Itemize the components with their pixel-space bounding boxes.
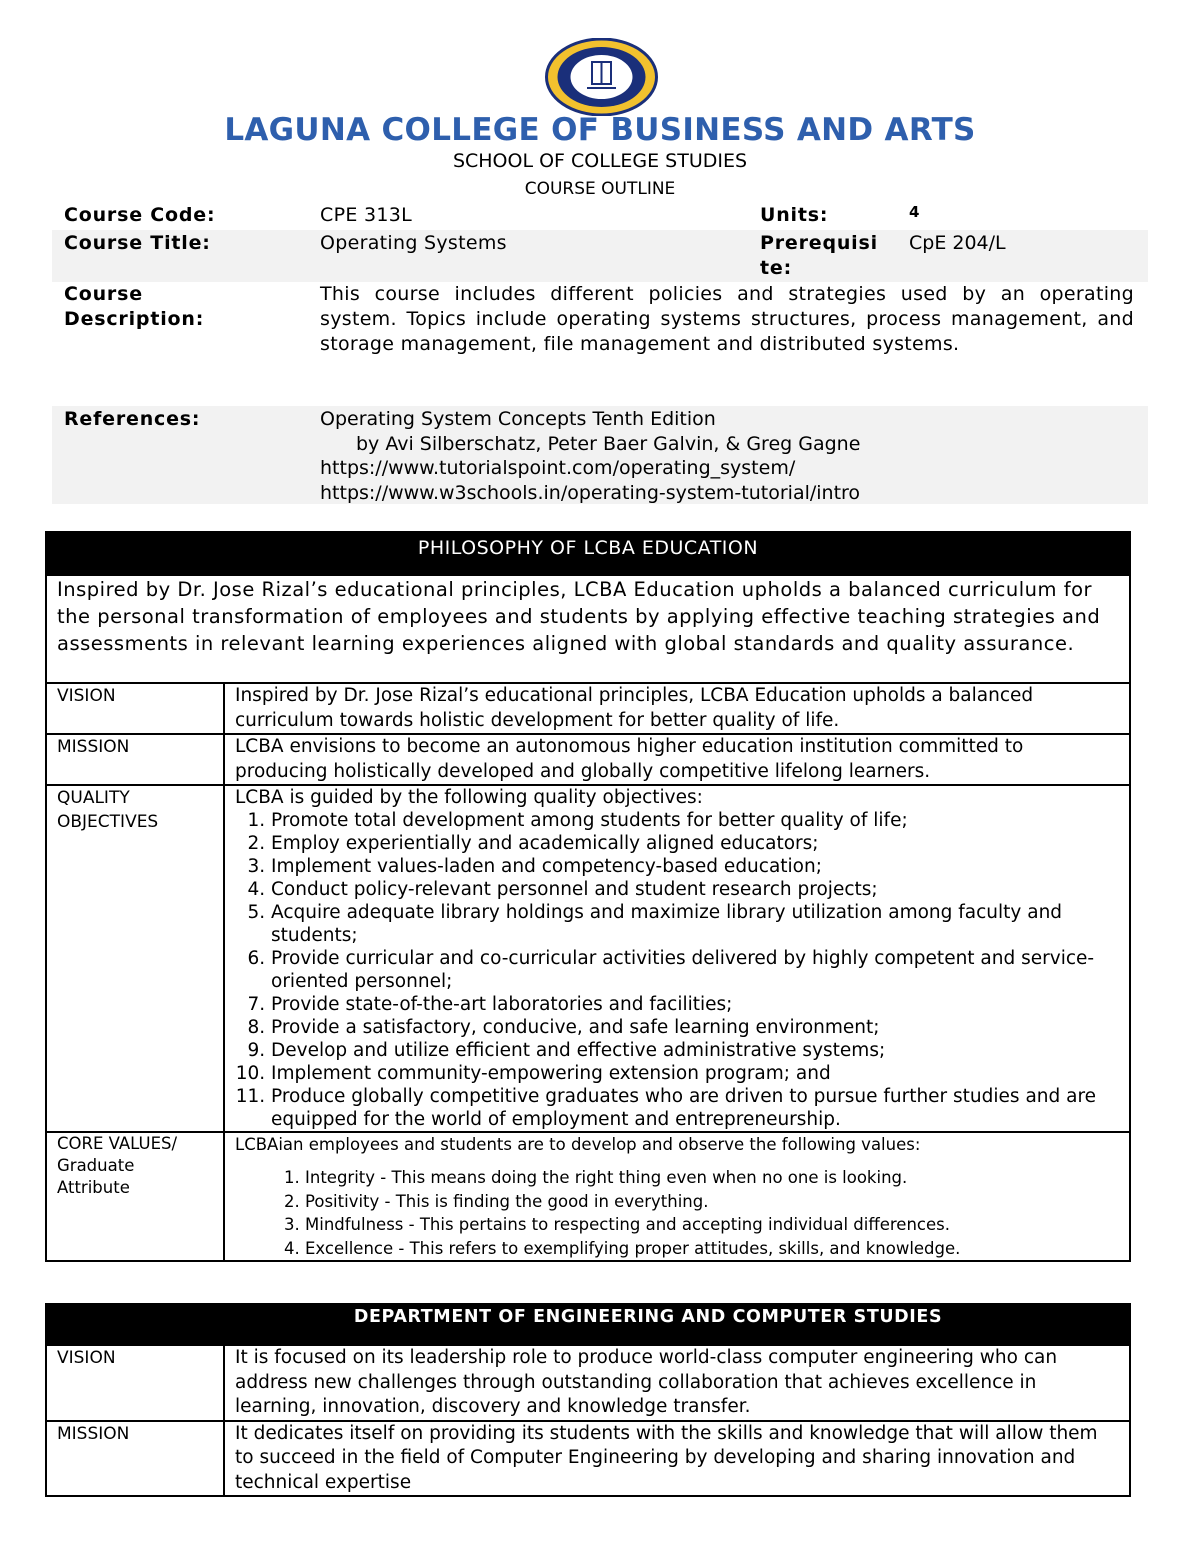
list-item: 9. Develop and utilize efficient and effective administrative systems; — [271, 1039, 1119, 1062]
school-subtitle: SCHOOL OF COLLEGE STUDIES — [452, 150, 748, 172]
dept-vision-text: It is focused on its leadership role to produce world-class computer engineering who can address new challenges through outstanding collaboration that achieves excellence in learning, innovation, discovery and knowledge transfer. — [224, 1345, 1130, 1421]
course-title-value: Operating Systems — [320, 232, 507, 254]
course-description-row — [52, 282, 1148, 406]
reference-item: by Avi Silberschatz, Peter Baer Galvin, & Greg Gagne — [356, 432, 861, 455]
mission-label: MISSION — [46, 734, 224, 785]
department-table — [45, 1303, 1131, 1497]
philosophy-text: Inspired by Dr. Jose Rizal’s educational principles, LCBA Education upholds a balanced curriculum for the personal transformation of employees and students by applying effective teaching strategies and assessments in relevant learning experiences aligned with global standards and quality assurance. — [46, 575, 1130, 683]
list-item: 4. Conduct policy-relevant personnel and student research projects; — [271, 878, 1119, 901]
references-label: References: — [64, 408, 201, 430]
dept-mission-label: MISSION — [46, 1421, 224, 1497]
dept-mission-text: It dedicates itself on providing its students with the skills and knowledge that will allow them to succeed in the field of Computer Engineering by developing and sharing innovation and technical expertise — [224, 1421, 1130, 1497]
list-item: 3. Implement values-laden and competency-based education; — [271, 855, 1119, 878]
course-code-value: CPE 313L — [320, 204, 413, 226]
reference-link[interactable]: https://www.w3schools.in/operating-system-tutorial/intro — [320, 481, 861, 504]
document-title: COURSE OUTLINE — [524, 179, 676, 199]
course-description-text: This course includes different policies and strategies used by an operating system. Topics include operating systems structures, process management, and storage management, file management and distributed systems. — [320, 283, 1134, 355]
units-value: 4 — [909, 203, 920, 221]
quality-objectives-list — [235, 809, 1119, 1131]
core-values-list — [235, 1166, 1119, 1260]
vision-text: Inspired by Dr. Jose Rizal’s educational principles, LCBA Education upholds a balanced curriculum towards holistic development for better quality of life. — [224, 683, 1130, 734]
references-list — [320, 407, 860, 505]
references-row — [52, 406, 1148, 504]
list-item: 11. Produce globally competitive graduates who are driven to pursue further studies and are equipped for the world of employment and entrepreneurship. — [271, 1085, 1119, 1131]
course-info — [52, 200, 1148, 504]
philosophy-table — [45, 531, 1131, 1262]
list-item: 5. Acquire adequate library holdings and maximize library utilization among faculty and students; — [271, 901, 1119, 947]
school-logo — [545, 38, 658, 116]
list-item: 6. Provide curricular and co-curricular activities delivered by highly competent and service-oriented personnel; — [271, 947, 1119, 993]
core-values-label: CORE VALUES/ Graduate Attribute — [46, 1132, 224, 1261]
dept-vision-label: VISION — [46, 1345, 224, 1421]
prerequisite-value: CpE 204/L — [909, 232, 1006, 254]
units-label: Units: — [760, 204, 829, 226]
quality-objectives-label: QUALITY OBJECTIVES — [46, 785, 224, 1132]
course-code-row — [52, 200, 1148, 230]
seal-icon — [545, 38, 658, 116]
school-name: LAGUNA COLLEGE OF BUSINESS AND ARTS — [224, 112, 976, 148]
course-title-row — [52, 230, 1148, 282]
list-item: 2. Employ experientially and academically aligned educators; — [271, 832, 1119, 855]
reference-link[interactable]: https://www.tutorialspoint.com/operating_system/ — [320, 457, 796, 479]
course-code-label: Course Code: — [64, 204, 216, 226]
list-item: 1. Promote total development among students for better quality of life; — [271, 809, 1119, 832]
list-item: 1. Integrity - This means doing the right thing even when no one is looking. — [305, 1166, 1119, 1190]
list-item: 3. Mindfulness - This pertains to respecting and accepting individual differences. — [305, 1213, 1119, 1237]
quality-objectives-cell — [224, 785, 1130, 1132]
list-item: 2. Positivity - This is finding the good in everything. — [305, 1190, 1119, 1214]
quality-objectives-intro: LCBA is guided by the following quality objectives: — [235, 787, 703, 808]
list-item: 4. Excellence - This refers to exemplifying proper attitudes, skills, and knowledge. — [305, 1237, 1119, 1261]
core-values-cell — [224, 1132, 1130, 1261]
list-item: 8. Provide a satisfactory, conducive, and safe learning environment; — [271, 1016, 1119, 1039]
philosophy-heading: PHILOSOPHY OF LCBA EDUCATION — [46, 532, 1130, 575]
reference-item: Operating System Concepts Tenth Edition — [320, 408, 716, 430]
prerequisite-label: Prerequisi te: — [760, 232, 878, 279]
course-description-label: Course Description: — [64, 283, 205, 330]
course-title-label: Course Title: — [64, 232, 211, 254]
mission-text: LCBA envisions to become an autonomous higher education institution committed to producing holistically developed and globally competitive lifelong learners. — [224, 734, 1130, 785]
core-values-intro: LCBAian employees and students are to develop and observe the following values: — [235, 1135, 921, 1154]
vision-label: VISION — [46, 683, 224, 734]
department-heading: DEPARTMENT OF ENGINEERING AND COMPUTER STUDIES — [46, 1304, 1130, 1345]
list-item: 10. Implement community-empowering extension program; and — [271, 1062, 1119, 1085]
list-item: 7. Provide state-of-the-art laboratories and facilities; — [271, 993, 1119, 1016]
